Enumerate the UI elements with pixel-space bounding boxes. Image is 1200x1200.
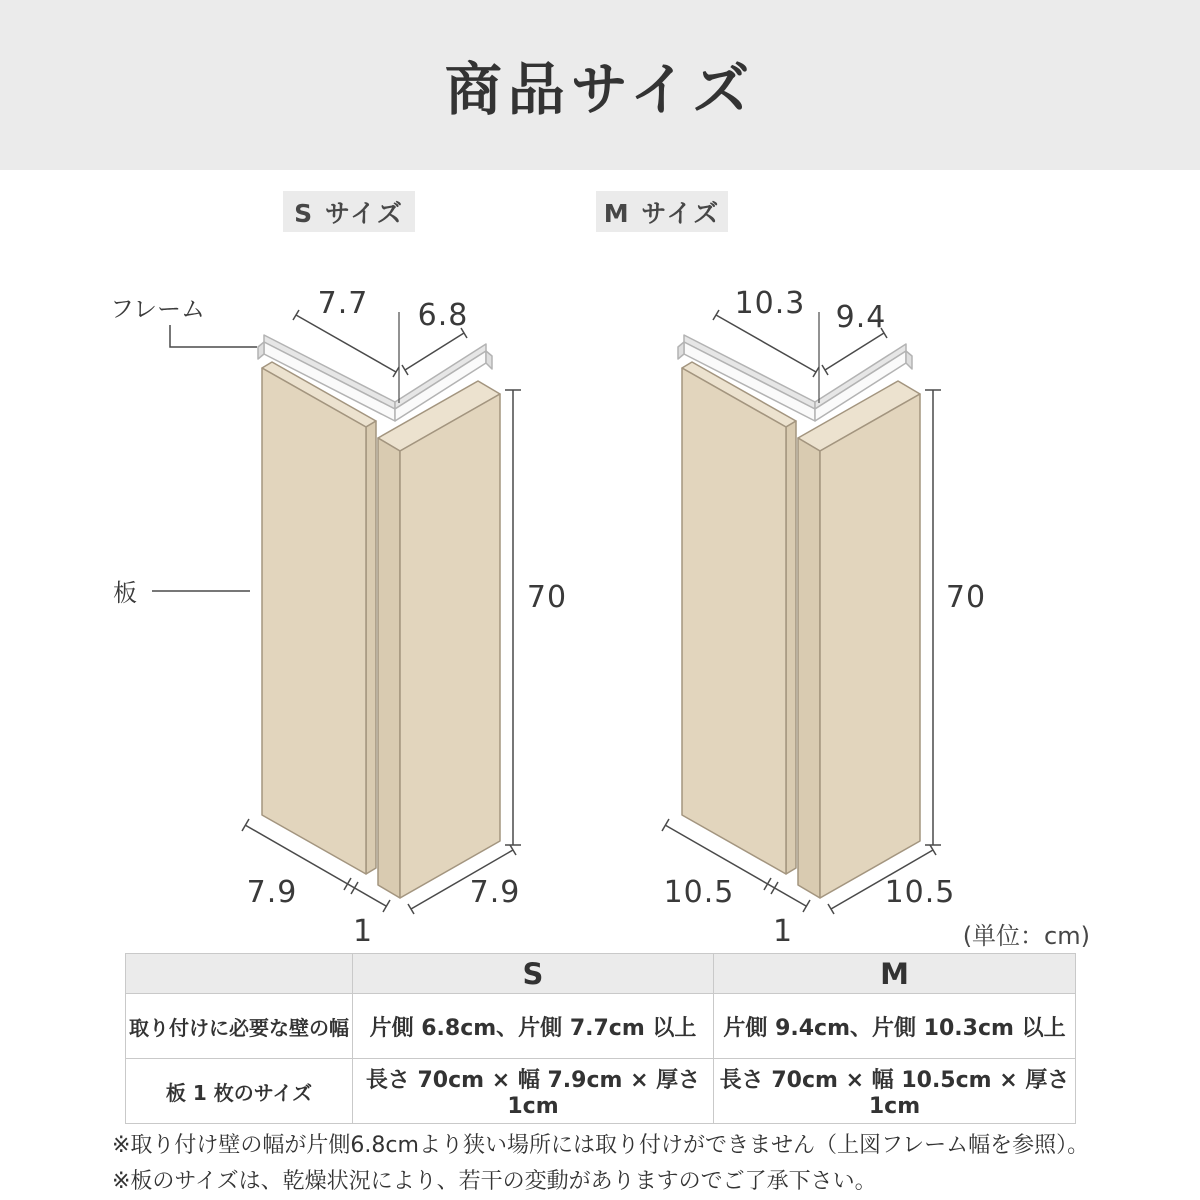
footnote-1: ※取り付け壁の幅が片側6.8cmより狭い場所には取り付けができません（上図フレーム幅を参照）。 xyxy=(112,1133,1090,1158)
table-row-board-size-s: 長さ 70cm × 幅 7.9cm × 厚さ 1cm xyxy=(353,1059,714,1124)
unit-note: (単位：cm) xyxy=(962,922,1090,950)
m-size-diagram xyxy=(662,286,986,949)
m-dim-frame-right: 9.4 xyxy=(835,300,887,335)
size-badge-m-label: M サイズ xyxy=(603,198,721,228)
table-row-wall-width-m: 片側 9.4cm、片側 10.3cm 以上 xyxy=(714,994,1076,1059)
product-size-diagram xyxy=(0,270,1200,960)
s-dim-height: 70 xyxy=(526,580,568,615)
table-row-wall-width-label: 取り付けに必要な壁の幅 xyxy=(126,994,353,1059)
page-title: 商品サイズ xyxy=(444,57,756,123)
m-dim-board-right: 10.5 xyxy=(884,875,956,910)
spec-table xyxy=(125,953,1076,1124)
frame-callout-label: フレーム xyxy=(110,295,206,323)
m-dim-board-left: 10.5 xyxy=(663,875,735,910)
table-row-board-size-label: 板 1 枚のサイズ xyxy=(126,1059,353,1124)
m-dim-height: 70 xyxy=(945,580,987,615)
callouts xyxy=(110,295,257,607)
footnotes xyxy=(112,1128,1122,1200)
page-header xyxy=(0,0,1200,170)
size-badge-m xyxy=(596,191,728,232)
table-header-m: M xyxy=(714,954,1076,994)
s-size-diagram xyxy=(242,286,567,949)
table-row-board-size-m: 長さ 70cm × 幅 10.5cm × 厚さ 1cm xyxy=(714,1059,1076,1124)
frame-callout-leader-line xyxy=(170,325,257,347)
s-dim-board-right: 7.9 xyxy=(469,875,521,910)
s-dim-frame-left: 7.7 xyxy=(317,286,369,321)
s-dim-frame-right: 6.8 xyxy=(417,298,469,333)
table-header-empty xyxy=(126,954,353,994)
s-dim-thickness: 1 xyxy=(352,914,374,949)
s-dim-board-left: 7.9 xyxy=(246,875,298,910)
m-dim-thickness: 1 xyxy=(772,914,794,949)
m-dim-frame-left: 10.3 xyxy=(734,286,806,321)
size-badge-s xyxy=(283,191,415,232)
board-callout-label: 板 xyxy=(113,579,137,607)
size-badge-s-label: S サイズ xyxy=(294,198,404,228)
table-header-s: S xyxy=(353,954,714,994)
table-row-wall-width-s: 片側 6.8cm、片側 7.7cm 以上 xyxy=(353,994,714,1059)
footnote-2: ※板のサイズは、乾燥状況により、若干の変動がありますのでご了承下さい。 xyxy=(112,1169,877,1194)
